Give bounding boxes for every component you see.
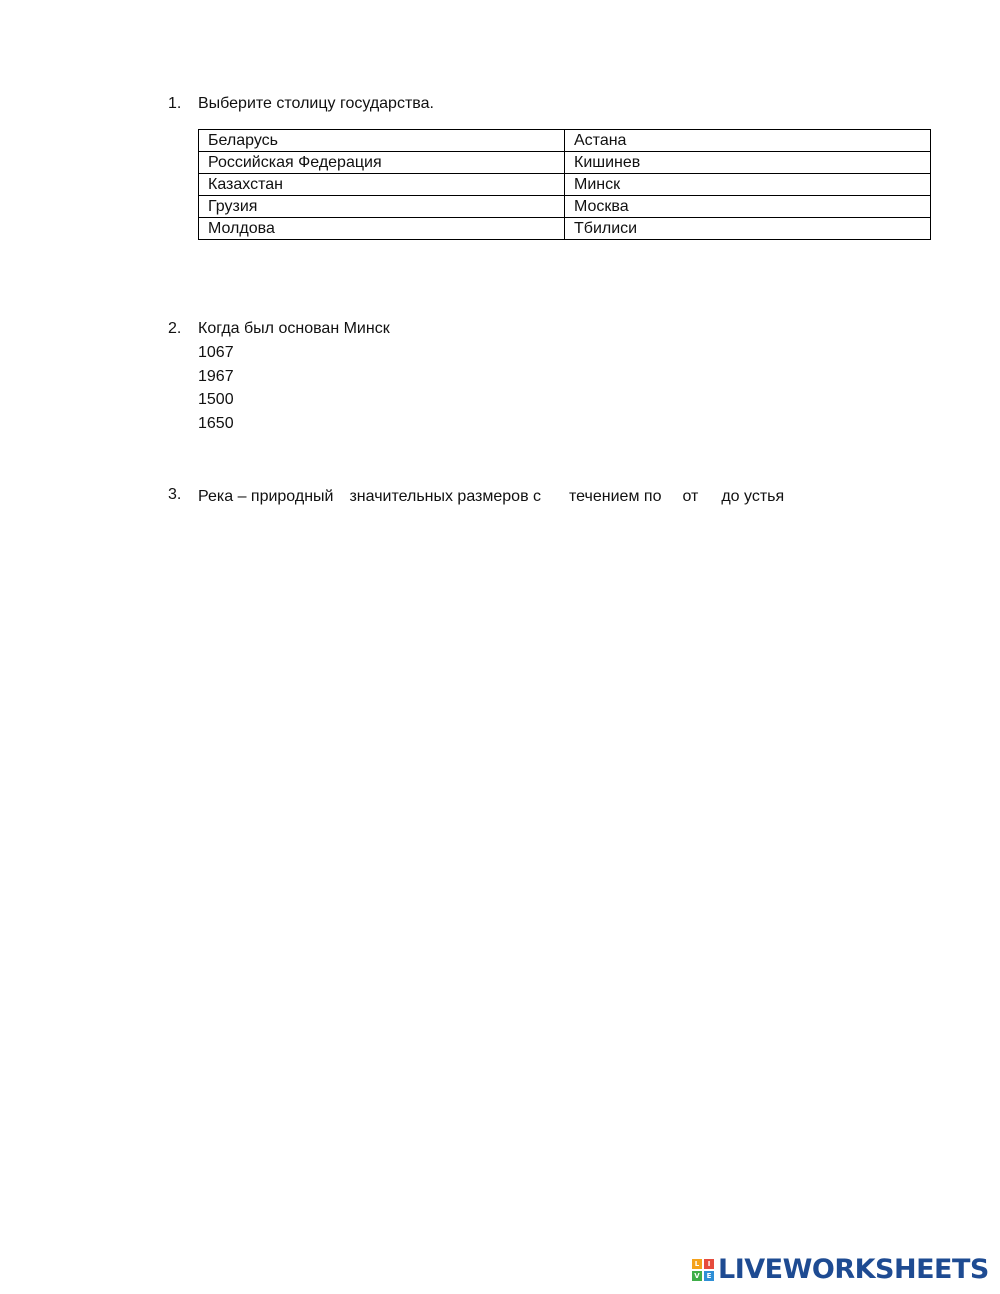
logo-tile: L — [692, 1259, 702, 1269]
question-3-text — [198, 485, 784, 507]
blank-gap[interactable] — [661, 485, 682, 501]
logo-tile: E — [704, 1271, 714, 1281]
country-cell[interactable]: Казахстан — [199, 174, 565, 196]
question-3-number: 3. — [168, 486, 182, 503]
blank-gap[interactable] — [541, 485, 569, 501]
question-1-text: Выберите столицу государства. — [198, 95, 434, 112]
blank-gap[interactable] — [333, 485, 349, 501]
answer-option[interactable]: 1500 — [198, 391, 234, 409]
sentence-part: течением по — [569, 488, 662, 505]
sentence-part: до устья — [721, 488, 785, 505]
table-row — [199, 218, 931, 240]
question-2-text: Когда был основан Минск — [198, 320, 390, 337]
blank-gap[interactable] — [698, 485, 721, 501]
logo-tile: V — [692, 1271, 702, 1281]
logo-tile: I — [704, 1259, 714, 1269]
sentence-part: Река – природный — [198, 488, 334, 505]
capital-cell[interactable]: Кишинев — [565, 152, 931, 174]
answer-option[interactable]: 1067 — [198, 344, 234, 361]
logo-text: LIVEWORKSHEETS — [718, 1254, 989, 1285]
question-2-number: 2. — [168, 320, 182, 337]
logo-mark-icon — [692, 1259, 714, 1281]
capital-cell[interactable]: Тбилиси — [565, 218, 931, 240]
capitals-matching-table — [198, 129, 931, 240]
country-cell[interactable]: Российская Федерация — [199, 152, 565, 174]
table-row — [199, 152, 931, 174]
capital-cell[interactable]: Минск — [565, 174, 931, 196]
country-cell[interactable]: Молдова — [199, 218, 565, 240]
capital-cell[interactable]: Астана — [565, 130, 931, 152]
country-cell[interactable]: Беларусь — [199, 130, 565, 152]
question-1-number: 1. — [168, 95, 182, 112]
answer-option[interactable]: 1967 — [198, 367, 234, 385]
sentence-part: значительных размеров с — [349, 488, 542, 505]
liveworksheets-logo — [692, 1255, 989, 1285]
question-2-options — [198, 343, 234, 438]
capital-cell[interactable]: Москва — [565, 196, 931, 218]
table-row — [199, 196, 931, 218]
table-row — [199, 174, 931, 196]
table-row — [199, 130, 931, 152]
sentence-part: от — [682, 488, 699, 505]
answer-option[interactable]: 1650 — [198, 415, 234, 433]
country-cell[interactable]: Грузия — [199, 196, 565, 218]
